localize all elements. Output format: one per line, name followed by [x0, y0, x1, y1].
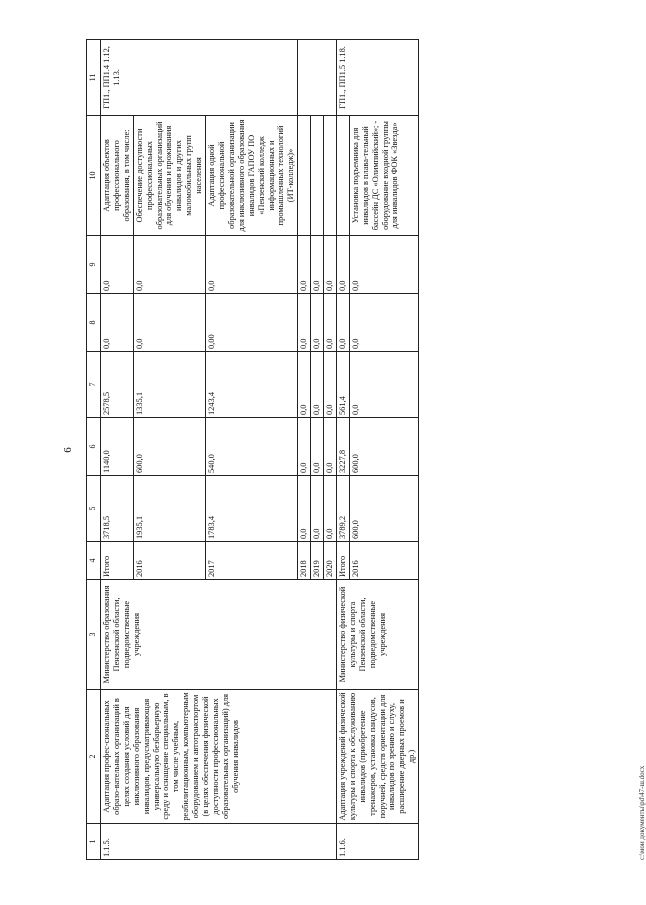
page-number: 6	[62, 447, 74, 453]
value-cell: 0,0	[311, 418, 324, 476]
indicator-cell	[336, 116, 349, 236]
value-cell: 0,0	[311, 236, 324, 294]
value-cell: 1335,1	[133, 352, 205, 418]
executor: Министерство образования Пензенской области, подведомственные учреждения	[101, 580, 337, 690]
value-cell: 0,0	[324, 418, 337, 476]
header-col-5: 5	[87, 476, 101, 542]
value-cell: 0,0	[311, 476, 324, 542]
value-cell: 1935,1	[133, 476, 205, 542]
indicator-cell	[298, 116, 311, 236]
measure-description: Адаптация учреждений физической культуры и спорта к обслуживанию инвалидов (приобретение тренажеров, установка пандусов, поручней, средств ориентации для инвалидов по зрению и слуху, расширение дверных проемов и др.)	[336, 690, 418, 824]
value-cell: 0,0	[298, 294, 311, 352]
header-col-6: 6	[87, 418, 101, 476]
header-col-11: 11	[87, 40, 101, 116]
value-cell: 0,0	[349, 294, 418, 352]
value-cell: 0,0	[324, 352, 337, 418]
header-col-4: 4	[87, 542, 101, 580]
footer-file-path: c:\мои документы\pd\47-ш.docx	[638, 765, 646, 860]
value-cell: 0,0	[336, 294, 349, 352]
header-col-8: 8	[87, 294, 101, 352]
value-cell: 0,0	[311, 294, 324, 352]
value-cell: 0,0	[336, 236, 349, 294]
header-col-9: 9	[87, 236, 101, 294]
document-sheet	[62, 40, 646, 860]
value-cell: 0,0	[311, 352, 324, 418]
value-cell: 0,0	[101, 294, 134, 352]
year-cell: 2016	[349, 542, 418, 580]
value-cell: 0,0	[101, 236, 134, 294]
indicator-cell	[324, 116, 337, 236]
value-cell: 1140,0	[101, 418, 134, 476]
indicator-cell: Адаптация одной профессиональной образовательной организации для инклюзивного образования инвалидов ГАПОУ ПО «Пензенский колледж информационных и промышленных технологий (ИТ-колледж)»	[206, 116, 298, 236]
value-cell: 540,0	[206, 418, 298, 476]
value-cell: 0,0	[349, 352, 418, 418]
header-col-3: 3	[87, 580, 101, 690]
value-cell: 0,0	[298, 476, 311, 542]
indicator-cell: Адаптация объектов профессионального образования, в том числе:	[101, 116, 134, 236]
value-cell: 0,0	[324, 236, 337, 294]
value-cell: 1243,4	[206, 352, 298, 418]
table-row	[336, 40, 349, 860]
value-cell: 0,00	[206, 294, 298, 352]
value-cell: 0,0	[298, 236, 311, 294]
indicator-cell	[311, 116, 324, 236]
indicator-cell: Обеспечение доступности профессиональных образовательных организаций для обучения и проживания инвалидов и других маломобильных групп населения	[133, 116, 205, 236]
link-cell: ГП1., ПП1.5 1.18.	[336, 40, 418, 116]
value-cell: 0,0	[298, 418, 311, 476]
header-col-2: 2	[87, 690, 101, 824]
value-cell: 0,0	[349, 236, 418, 294]
header-col-10: 10	[87, 116, 101, 236]
value-cell: 0,0	[133, 236, 205, 294]
value-cell: 3227,8	[336, 418, 349, 476]
indicator-cell: Установка подъемника для инвалидов в плава-тельный бассейн ДС «Олимпийский»; - оборудование входной группы для инвалидов ФОК «Звезда»	[349, 116, 418, 236]
value-cell: 600,0	[133, 418, 205, 476]
value-cell: 600,0	[349, 418, 418, 476]
year-cell: 2017	[206, 542, 298, 580]
value-cell: 0,0	[298, 352, 311, 418]
link-cell: ГП1., ПП1.4 1.12, 1.13.	[101, 40, 298, 116]
value-cell: 0,0	[324, 294, 337, 352]
value-cell: 2578,5	[101, 352, 134, 418]
header-col-1: 1	[87, 824, 101, 860]
link-cell-empty	[298, 40, 337, 116]
year-cell: 2016	[133, 542, 205, 580]
row-number: 1.1.5.	[101, 824, 337, 860]
year-cell: Итого	[336, 542, 349, 580]
value-cell: 561,4	[336, 352, 349, 418]
year-cell: 2020	[324, 542, 337, 580]
measure-description: Адаптация профес-сиональных образо-вательных организаций в целях создания условий для инклюзивного образования инвалидов, предусматривающая универсальную безбарьерную среду и оснащение специальным, в том числе учебным, реабилитационным, компьютерным оборудованием и автотранспортом (в целях обеспечения физической доступности профессиональных образовательных организаций) для обучения инвалидов	[101, 690, 337, 824]
year-cell: Итого	[101, 542, 134, 580]
value-cell: 0,0	[133, 294, 205, 352]
header-row	[87, 40, 101, 860]
year-cell: 2018	[298, 542, 311, 580]
value-cell: 600,0	[349, 476, 418, 542]
value-cell: 0,0	[206, 236, 298, 294]
value-cell: 1783,4	[206, 476, 298, 542]
value-cell: 3718,5	[101, 476, 134, 542]
value-cell: 3789,2	[336, 476, 349, 542]
table-row	[101, 40, 134, 860]
year-cell: 2019	[311, 542, 324, 580]
executor: Министерство физической культуры и спорта Пензенской области, подведомственные учреждения	[336, 580, 418, 690]
header-col-7: 7	[87, 352, 101, 418]
program-table	[86, 39, 419, 860]
value-cell: 0,0	[324, 476, 337, 542]
row-number: 1.1.6.	[336, 824, 418, 860]
